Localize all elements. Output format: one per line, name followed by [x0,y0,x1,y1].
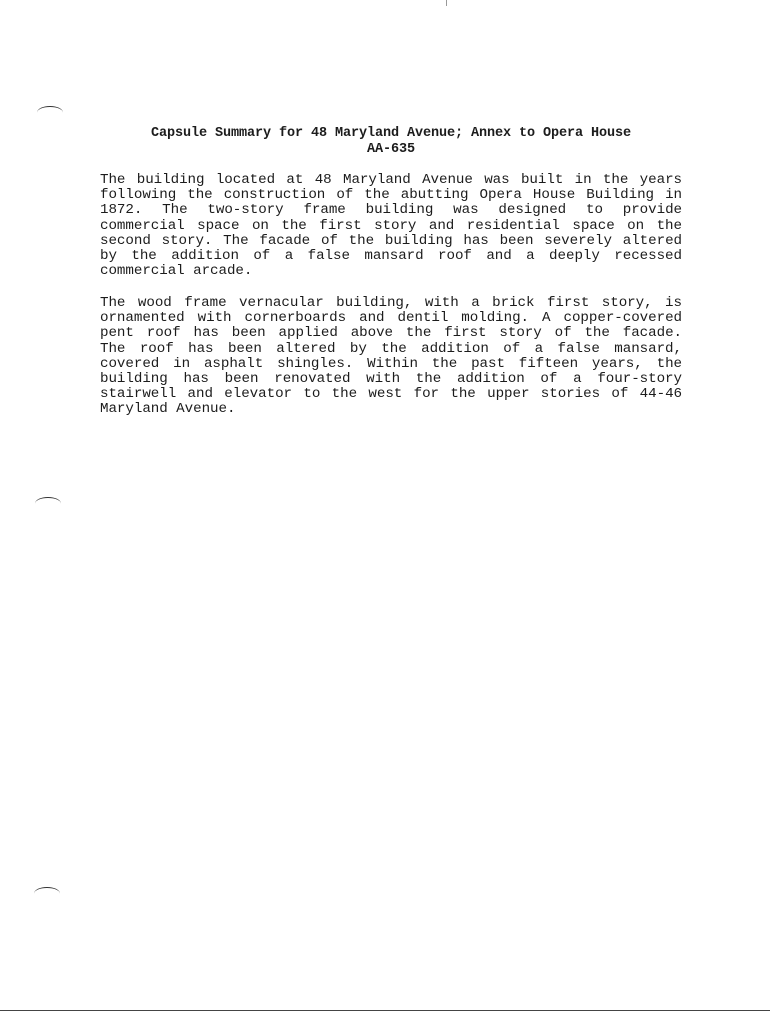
paragraph-2-line: stairwell and elevator to the west for the upper stories of 44-46 [100,386,682,403]
paragraph-1-line: by the addition of a false mansard roof and a deeply recessed [100,248,682,265]
paragraph-1-line: commercial space on the first story and residential space on the [100,217,682,234]
paragraph-2-line: The wood frame vernacular building, with a brick first story, is [100,295,682,311]
bottom-edge-rule [0,1010,770,1011]
title-line-1: Capsule Summary for 48 Maryland Avenue; Annex to Opera House [150,126,632,141]
paragraph-1-line: 1872. The two-story frame building was designed to provide [100,202,682,219]
paragraph-2-line: The roof has been altered by the addition of a false mansard, [100,340,682,357]
paragraph-1-line: following the construction of the abutting Opera House Building in [100,187,682,204]
scan-artifact-mark [446,0,447,6]
paragraph-2-line: Maryland Avenue. [100,401,236,418]
paragraph-2-line: ornamented with cornerboards and dentil molding. A copper-covered [100,310,682,327]
title-line-2: AA-635 [366,141,415,157]
paragraph-2-line: building has been renovated with the addition of a four-story [100,371,682,388]
paragraph-2 [100,296,682,418]
paragraph-1-line: second story. The facade of the building has been severely altered [100,232,682,249]
punch-hole-mark-top [37,106,63,119]
paragraph-1 [100,173,682,279]
punch-hole-mark-bottom [34,887,60,900]
paragraph-1-line: commercial arcade. [100,263,253,280]
document-title [100,126,682,157]
paragraph-1-line: The building located at 48 Maryland Avenue was built in the years [100,172,682,188]
paragraph-2-line: pent roof has been applied above the first story of the facade. [100,325,682,342]
paragraph-2-line: covered in asphalt shingles. Within the past fifteen years, the [100,355,682,372]
punch-hole-mark-middle [35,497,61,510]
